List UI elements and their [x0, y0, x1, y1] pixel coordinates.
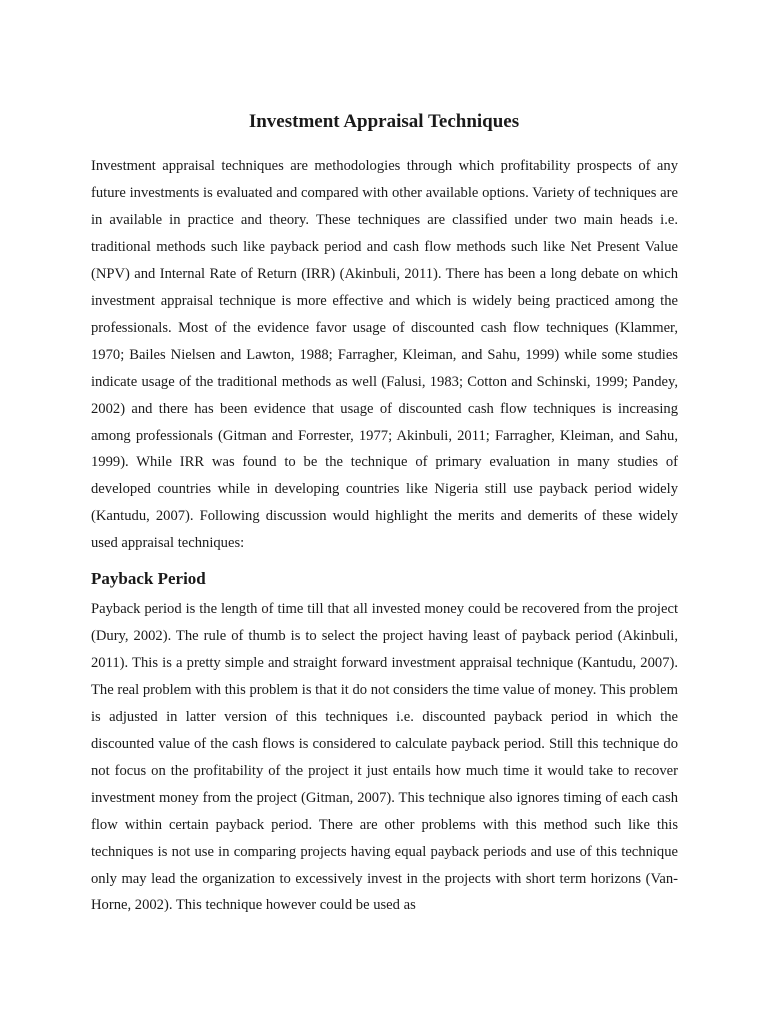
document-title: Investment Appraisal Techniques: [248, 111, 520, 132]
payback-period-paragraph: Payback period is the length of time till that all invested money could be recovered from the project (Dury, 2002). The rule of thumb is to select the project having least of payback period (Akinbuli, 2011). This is a pretty simple and straight forward investment appraisal technique (Kantudu, 2007). The real problem with this problem is that it do not considers the time value of money. This problem is adjusted in latter version of this techniques i.e. discounted payback period in which the discounted value of the cash flows is considered to calculate payback period. Still this technique do not focus on the profitability of the project it just entails how much time it would take to recover investment money from the project (Gitman, 2007). This technique also ignores timing of each cash flow within certain payback period. There are other problems with this method such like this techniques is not use in comparing projects having equal payback periods and use of this technique only may lead the organization to excessively invest in the projects with short term horizons (Van-Horne, 2002). This technique however could be used as: [91, 601, 678, 914]
intro-paragraph: Investment appraisal techniques are methodologies through which profitability prospects of any future investments is evaluated and compared with other available options. Variety of techniques are in available in practice and theory. These techniques are classified under two main heads i.e. traditional methods such like payback period and cash flow methods such like Net Present Value (NPV) and Internal Rate of Return (IRR) (Akinbuli, 2011). There has been a long debate on which investment appraisal technique is more effective and which is widely being practiced among the professionals. Most of the evidence favor usage of discounted cash flow techniques (Klammer, 1970; Bailes Nielsen and Lawton, 1988; Farragher, Kleiman, and Sahu, 1999) while some studies indicate usage of the traditional methods as well (Falusi, 1983; Cotton and Schinski, 1999; Pandey, 2002) and there has been evidence that usage of discounted cash flow techniques is increasing among professionals (Gitman and Forrester, 1977; Akinbuli, 2011; Farragher, Kleiman, and Sahu, 1999). While IRR was found to be the technique of primary evaluation in many studies of developed countries while in developing countries like Nigeria still use payback period widely (Kantudu, 2007). Following discussion would highlight the merits and demerits of these widely used appraisal techniques:: [91, 158, 678, 552]
section-heading-payback-period: Payback Period: [91, 569, 206, 588]
